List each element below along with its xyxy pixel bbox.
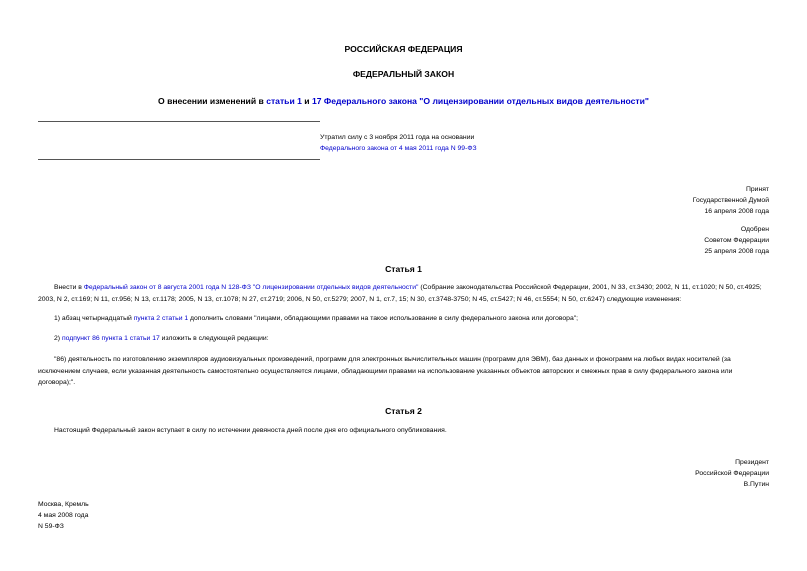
licensing-law-title-link[interactable]: "О лицензировании отдельных видов деятельности" — [252, 284, 419, 291]
law-number: N 59-ФЗ — [38, 523, 64, 530]
top-divider — [38, 121, 320, 122]
item-2-prefix: 2) — [54, 335, 62, 342]
article-2-heading: Статья 2 — [385, 406, 422, 416]
title-link-article-17[interactable]: 17 Федерального закона "О лицензировании отдельных видов деятельности" — [311, 96, 649, 106]
bottom-divider — [38, 159, 320, 160]
adopted-date: 16 апреля 2008 года — [704, 208, 769, 215]
title-mid: и — [301, 96, 312, 106]
lost-force-note: Утратил силу с 3 ноября 2011 года на основании — [320, 134, 475, 141]
item-2-article-1-link[interactable]: пункта 2 статьи 1 — [133, 315, 189, 322]
adopted-body: Государственной Думой — [692, 197, 769, 204]
article-1-item-2 — [38, 333, 770, 345]
title-prefix: О внесении изменений в — [158, 96, 267, 106]
item-1-prefix: 1) абзац четырнадцатый — [54, 315, 134, 322]
item-1-suffix: дополнить словами "лицами, обладающими правами на такое использование в силу федерального закона или договора"; — [188, 315, 579, 322]
intro-prefix: Внести в — [54, 284, 84, 291]
approved-block — [704, 224, 769, 257]
adopted-label: Принят — [745, 186, 769, 193]
approved-date: 25 апреля 2008 года — [704, 248, 769, 255]
signature-title: Президент — [735, 459, 769, 466]
approved-label: Одобрен — [740, 226, 769, 233]
approved-body: Советом Федерации — [704, 237, 769, 244]
article-2-paragraph: Настоящий Федеральный закон вступает в силу по истечении девяноста дней после дня его официального опубликования. — [54, 427, 447, 434]
article-1-heading: Статья 1 — [385, 264, 422, 274]
place: Москва, Кремль — [38, 501, 89, 508]
signing-date: 4 мая 2008 года — [38, 512, 89, 519]
adopted-block — [693, 184, 769, 217]
subitem-86-article-17-link[interactable]: подпункт 86 пункта 1 статьи 17 — [61, 335, 160, 342]
law-title — [0, 96, 807, 106]
lost-force-law-link[interactable]: Федерального закона от 4 мая 2011 года N 99-ФЗ — [320, 145, 477, 152]
article-1-new-wording: "86) деятельность по изготовлению экземпляров аудиовизуальных произведений, программ для электронных вычислительных машин (программ для ЭВМ), баз данных и фонограмм на любых видах носителей (за исключением случаев, если указанная деятельность самостоятельно осуществляется лицами, обладающими правами на использование указанных объектов авторских и смежных прав в силу федерального закона или договора);". — [38, 356, 733, 386]
intro-suffix: (Собрание законодательства Российской Федерации, 2001, N 33, ст.3430; 2002, N 11, ст.1020; N 50, ст.4925; 2003, N 2, ст.169; N 11, ст.956; N 13, ст.1178; 2005, N 13, ст.1078; N 27, ст.2719; 2006, N 50, ст.5279; 2007, N 1, ст.7, 15; N 30, ст.3748-3750; N 45, ст.5427; N 46, ст.5554; N 50, ст.6247) следующие изменения: — [38, 284, 762, 303]
signature-name: В.Путин — [743, 481, 769, 488]
item-2-suffix: изложить в следующей редакции: — [159, 335, 269, 342]
law-128-fz-link[interactable]: Федеральный закон от 8 августа 2001 года N 128-ФЗ — [83, 284, 251, 291]
article-1-paragraph-intro — [38, 282, 770, 305]
title-link-article-1[interactable]: статьи 1 — [266, 96, 302, 106]
lost-force-link-row — [320, 145, 477, 152]
article-1-item-1 — [38, 313, 770, 325]
country-heading: РОССИЙСКАЯ ФЕДЕРАЦИЯ — [344, 44, 463, 54]
place-date-block — [38, 499, 89, 532]
signature-block — [695, 457, 769, 490]
signature-country: Российской Федерации — [695, 470, 769, 477]
law-type-heading: ФЕДЕРАЛЬНЫЙ ЗАКОН — [352, 69, 455, 79]
